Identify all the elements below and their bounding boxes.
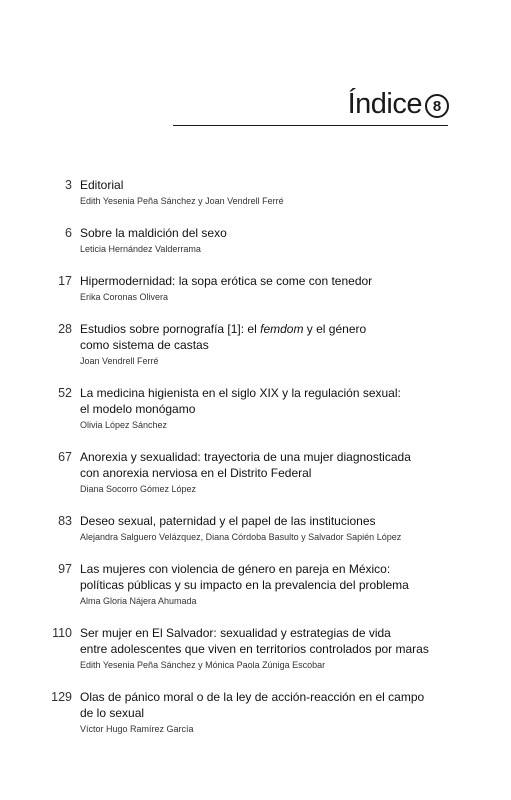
toc-title-line2: como sistema de castas <box>80 338 209 352</box>
toc-entry <box>0 177 511 208</box>
toc-title-line2: entre adolescentes que viven en territorios controlados por maras <box>80 642 429 656</box>
toc-page-number: 28 <box>58 322 72 336</box>
toc-author: Olivia López Sánchez <box>80 420 168 430</box>
toc-title: Las mujeres con violencia de género en pareja en México: <box>80 562 391 576</box>
table-of-contents <box>0 177 511 753</box>
toc-title: Sobre la maldición del sexo <box>80 226 227 240</box>
toc-title: La medicina higienista en el siglo XIX y la regulación sexual: <box>80 386 401 400</box>
toc-title-part: Estudios sobre pornografía [1]: el <box>80 322 261 336</box>
toc-title-line2: con anorexia nerviosa en el Distrito Federal <box>80 466 312 480</box>
toc-title-line2: el modelo monógamo <box>80 402 196 416</box>
toc-page-number: 129 <box>51 690 72 704</box>
toc-page-number: 110 <box>52 626 72 640</box>
toc-entry <box>0 273 511 304</box>
toc-author: Alejandra Salguero Velázquez, Diana Córdoba Basulto y Salvador Sapién López <box>80 532 402 542</box>
toc-title: Hipermodernidad: la sopa erótica se come con tenedor <box>80 274 373 288</box>
toc-author: Víctor Hugo Ramírez García <box>80 724 194 734</box>
toc-author: Leticia Hernández Valderrama <box>80 244 201 254</box>
toc-title-line2: de lo sexual <box>80 706 145 720</box>
toc-author: Edith Yesenia Peña Sánchez y Mónica Paola Zúniga Escobar <box>80 660 326 670</box>
toc-author: Erika Coronas Olivera <box>80 292 169 302</box>
toc-author: Edith Yesenia Peña Sánchez y Joan Vendrell Ferré <box>80 196 284 206</box>
toc-title-line2: políticas públicas y su impacto en la prevalencia del problema <box>80 578 409 592</box>
toc-author: Diana Socorro Gómez López <box>80 484 197 494</box>
toc-title-emphasis: femdom <box>260 322 304 336</box>
toc-title-part: y el género <box>303 322 367 336</box>
toc-page-number: 52 <box>58 386 72 400</box>
toc-title: Editorial <box>80 178 124 192</box>
toc-page-number: 17 <box>58 274 72 288</box>
header-rule <box>173 125 448 126</box>
toc-entry <box>0 321 511 368</box>
toc-entry <box>0 513 511 544</box>
toc-author: Joan Vendrell Ferré <box>80 356 159 366</box>
toc-entry <box>0 225 511 256</box>
toc-author: Alma Gloria Nájera Ahumada <box>80 596 197 606</box>
toc-title: Anorexia y sexualidad: trayectoria de una mujer diagnosticada <box>80 450 411 464</box>
toc-entry <box>0 449 511 496</box>
toc-title <box>80 321 440 337</box>
toc-page-number: 83 <box>58 514 72 528</box>
toc-title: Deseo sexual, paternidad y el papel de las instituciones <box>80 514 376 528</box>
page-title: Índice <box>347 88 422 120</box>
section-badge: 8 <box>425 94 449 118</box>
toc-page-number: 97 <box>58 562 72 576</box>
toc-title: Ser mujer en El Salvador: sexualidad y estrategias de vida <box>80 626 391 640</box>
toc-entry <box>0 625 511 672</box>
page-header <box>348 88 449 121</box>
toc-entry <box>0 561 511 608</box>
toc-page-number: 3 <box>65 178 72 192</box>
toc-title: Olas de pánico moral o de la ley de acción-reacción en el campo <box>80 690 425 704</box>
toc-entry <box>0 689 511 736</box>
toc-page-number: 67 <box>58 450 72 464</box>
toc-entry <box>0 385 511 432</box>
toc-page-number: 6 <box>65 226 72 240</box>
